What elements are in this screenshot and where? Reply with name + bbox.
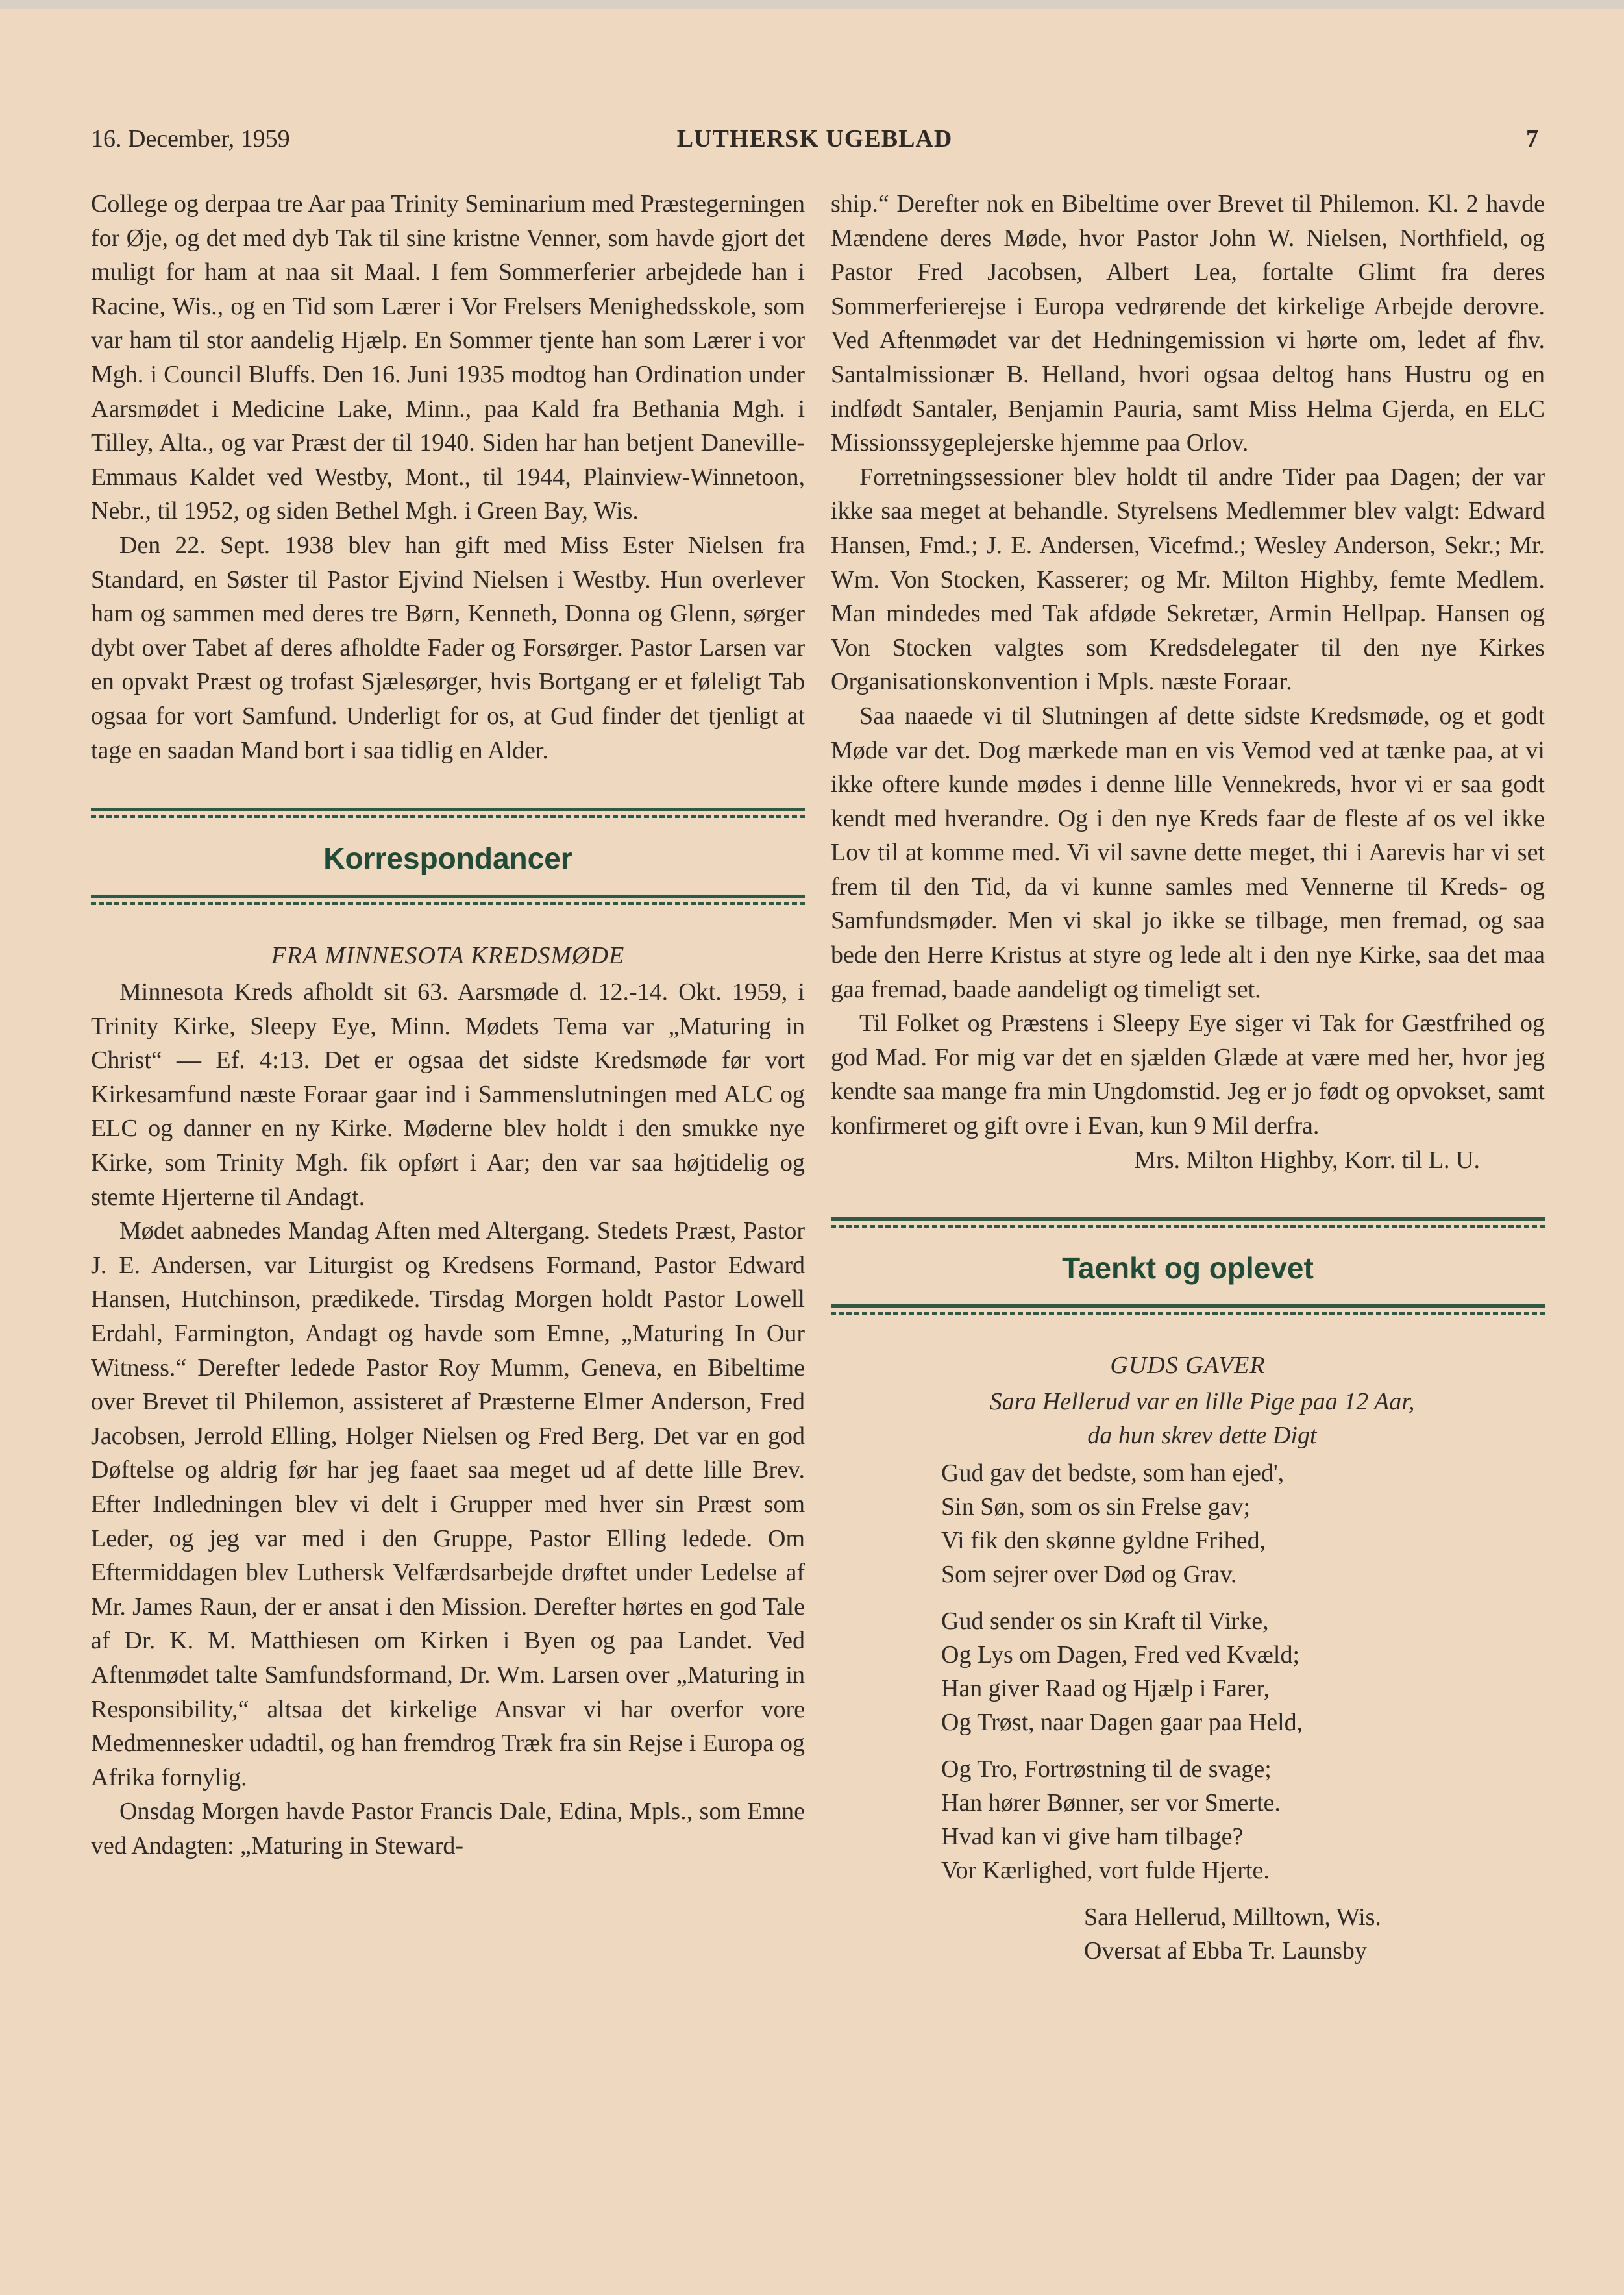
article-paragraph: ship.“ Derefter nok en Bibeltime over Brevet til Philemon. Kl. 2 havde Mændene deres Møde, hvor Pastor John W. Nielsen, Northfield, og Pastor Fred Jacobsen, Albert Lea, fortalte Glimt fra deres Sommerferierejse i Europa vedrørende det kirkelige Arbejde derovre. Ved Aftenmødet var det Hedningemission vi hørte om, ledet af fhv. Santalmissionær B. Helland, hvori ogsaa deltog hans Hustru og en indfødt Santaler, Benjamin Pauria, samt Miss Helma Gjerda, en ELC Missionssygeplejerske hjemme paa Orlov.: [831, 190, 1545, 457]
section-rule-top: [831, 1211, 1545, 1235]
page-number: 7: [1526, 125, 1538, 153]
poem-author: Sara Hellerud, Milltown, Wis.: [1084, 1904, 1381, 1931]
poem-line: Og Lys om Dagen, Fred ved Kvæld;: [941, 1641, 1300, 1669]
poem-line: Han hører Bønner, ser vor Smerte.: [941, 1789, 1281, 1817]
article-paragraph: Til Folket og Præstens i Sleepy Eye siger vi Tak for Gæstfrihed og god Mad. For mig var det en sjælden Glæde at være med her, hvor jeg kendte saa mange fra min Ungdomstid. Jeg er jo født og opvokset, samt konfirmeret og gift ovre i Evan, kun 9 Mil derfra.: [831, 1010, 1545, 1140]
issue-date: 16. December, 1959: [91, 125, 290, 153]
poem-stanza: [941, 1752, 1545, 1887]
article-paragraph: Minnesota Kreds afholdt sit 63. Aarsmøde d. 12.-14. Okt. 1959, i Trinity Kirke, Sleepy Eye, Minn. Mødets Tema var „Maturing in Christ“ — Ef. 4:13. Det er ogsaa det sidste Kredsmøde før vort Kirkesamfund næste Foraar gaar ind i Sammenslutningen med ALC og ELC og danner en ny Kirke. Møderne blev holdt i den smukke nye Kirke, som Trinity Mgh. fik opført i Aar; den var saa højtidelig og stemte Hjerterne til Andagt.: [91, 978, 805, 1211]
obituary-paragraph: College og derpaa tre Aar paa Trinity Seminarium med Præstegerningen for Øje, og det med dyb Tak til sine kristne Venner, som havde gjort det muligt for ham at naa sit Maal. I fem Sommerferier arbejdede han i Racine, Wis., og en Tid som Lærer i Vor Frelsers Menighedsskole, som var ham til stor aandelig Hjælp. En Sommer tjente han som Lærer i vor Mgh. i Council Bluffs. Den 16. Juni 1935 modtog han Ordination under Aarsmødet i Medicine Lake, Minn., paa Kald fra Bethania Mgh. i Tilley, Alta., og var Præst der til 1940. Siden har han betjent Daneville-Emmaus Kaldet ved Westby, Mont., til 1944, Plainview-Winnetoon, Nebr., til 1952, og siden Bethel Mgh. i Green Bay, Wis.: [91, 190, 805, 525]
poem-translator: Oversat af Ebba Tr. Launsby: [1084, 1937, 1367, 1965]
article-paragraph: Saa naaede vi til Slutningen af dette sidste Kredsmøde, og et godt Møde var det. Dog mærkede man en vis Vemod ved at tænke paa, at vi ikke oftere kunde mødes i denne lille Vennekreds, hvor vi er saa godt kendt med hverandre. Og i den nye Kreds faar de fleste af os vel ikke Lov til at komme med. Vi vil savne dette meget, thi i Aarevis har vi set frem til den Tid, da vi kunne samles med Vennerne til Kreds- og Samfundsmøder. Men vi skal jo ikke se tilbage, men fremad, og saa bede den Herre Kristus at styre og lede alt i den nye Kirke, saa det maa gaa fremad, baade aandeligt og timeligt set.: [831, 702, 1545, 1003]
poem: [941, 1456, 1545, 1887]
poem-stanza: [941, 1604, 1545, 1739]
article-title: FRA MINNESOTA KREDSMØDE: [271, 942, 625, 970]
article-paragraph: Mødet aabnedes Mandag Aften med Altergang. Stedets Præst, Pastor J. E. Andersen, var Liturgist og Kredsens Formand, Pastor Edward Hansen, Hutchinson, prædikede. Tirsdag Morgen holdt Pastor Lowell Erdahl, Farmington, Andagt og havde som Emne, „Maturing In Our Witness.“ Derefter ledede Pastor Roy Mumm, Geneva, en Bibeltime over Brevet til Philemon, assisteret af Præsterne Elmer Anderson, Fred Jacobsen, Jerrold Elling, Holger Nielsen og Fred Berg. Det var en god Døftelse og aldrig før har jeg faaet saa meget ud af dette lille Brev. Efter Indledningen blev vi delt i Grupper med hver sin Præst som Leder, og jeg var med i den Gruppe, Pastor Elling ledede. Om Eftermiddagen blev Luthersk Velfærdsarbejde drøftet under Ledelse af Mr. James Raun, der er ansat i den Mission. Derefter hørtes en god Tale af Dr. K. M. Matthiesen om Kirken i Byen og paa Landet. Ved Aftenmødet talte Samfundsformand, Dr. Wm. Larsen over „Maturing in Responsibility,“ altsaa det kirkelige Ansvar vi har overfor vore Medmennesker udadtil, og han fremdrog Træk fra sin Rejse i Europa og Afrika fornylig.: [91, 1217, 805, 1791]
section-rule-bottom: [91, 888, 805, 913]
page-top-edge: [0, 0, 1624, 9]
poem-line: Vor Kærlighed, vort fulde Hjerte.: [941, 1857, 1270, 1885]
obituary-paragraph: Den 22. Sept. 1938 blev han gift med Miss Ester Nielsen fra Standard, en Søster til Pastor Ejvind Nielsen i Westby. Hun overlever ham og sammen med deres tre Børn, Kenneth, Donna og Glenn, sørger dybt over Tabet af deres afholdte Fader og Forsørger. Pastor Larsen var en opvakt Præst og trofast Sjælesørger, hvis Bortgang er et føleligt Tab ogsaa for vort Samfund. Underligt for os, at Gud finder det tjenligt at tage en saadan Mand bort i saa tidlig en Alder.: [91, 531, 805, 764]
poem-line: Sin Søn, som os sin Frelse gav;: [941, 1493, 1251, 1521]
poem-stanza: [941, 1456, 1545, 1591]
poem-intro-line: Sara Hellerud var en lille Pige paa 12 Aar,: [989, 1388, 1415, 1416]
poem-intro-line: da hun skrev dette Digt: [1087, 1422, 1317, 1450]
poem-line: Han giver Raad og Hjælp i Farer,: [941, 1675, 1270, 1703]
article-paragraph: Forretningssessioner blev holdt til andre Tider paa Dagen; der var ikke saa meget at behandle. Styrelsens Medlemmer blev valgt: Edward Hansen, Fmd.; J. E. Andersen, Vicefmd.; Wesley Anderson, Sekr.; Mr. Wm. Von Stocken, Kasserer; og Mr. Milton Highby, femte Medlem. Man mindedes med Tak afdøde Sekretær, Armin Hellpap. Hansen og Von Stocken valgtes som Kredsdelegater til den nye Kirkes Organisationskonvention i Mpls. næste Foraar.: [831, 463, 1545, 696]
poem-title: GUDS GAVER: [1110, 1352, 1266, 1380]
poem-line: Hvad kan vi give ham tilbage?: [941, 1823, 1244, 1851]
section-title-korrespondancer: Korrespondancer: [323, 841, 572, 876]
right-column: [831, 187, 1545, 1968]
left-column: [91, 187, 805, 1863]
masthead: LUTHERSK UGEBLAD: [676, 125, 953, 153]
page-header: [91, 125, 1538, 164]
poem-line: Og Trøst, naar Dagen gaar paa Held,: [941, 1709, 1303, 1737]
poem-line: Som sejrer over Død og Grav.: [941, 1561, 1237, 1589]
article-signature: Mrs. Milton Highby, Korr. til L. U.: [1134, 1146, 1480, 1174]
section-rule-bottom: [831, 1298, 1545, 1322]
poem-line: Vi fik den skønne gyldne Frihed,: [941, 1527, 1266, 1555]
poem-line: Og Tro, Fortrøstning til de svage;: [941, 1755, 1272, 1783]
poem-line: Gud sender os sin Kraft til Virke,: [941, 1607, 1269, 1635]
section-title-taenkt: Taenkt og oplevet: [1062, 1251, 1314, 1285]
poem-line: Gud gav det bedste, som han ejed',: [941, 1459, 1285, 1487]
section-rule-top: [91, 801, 805, 826]
article-paragraph: Onsdag Morgen havde Pastor Francis Dale, Edina, Mpls., som Emne ved Andagten: „Maturing in Steward-: [91, 1798, 805, 1859]
